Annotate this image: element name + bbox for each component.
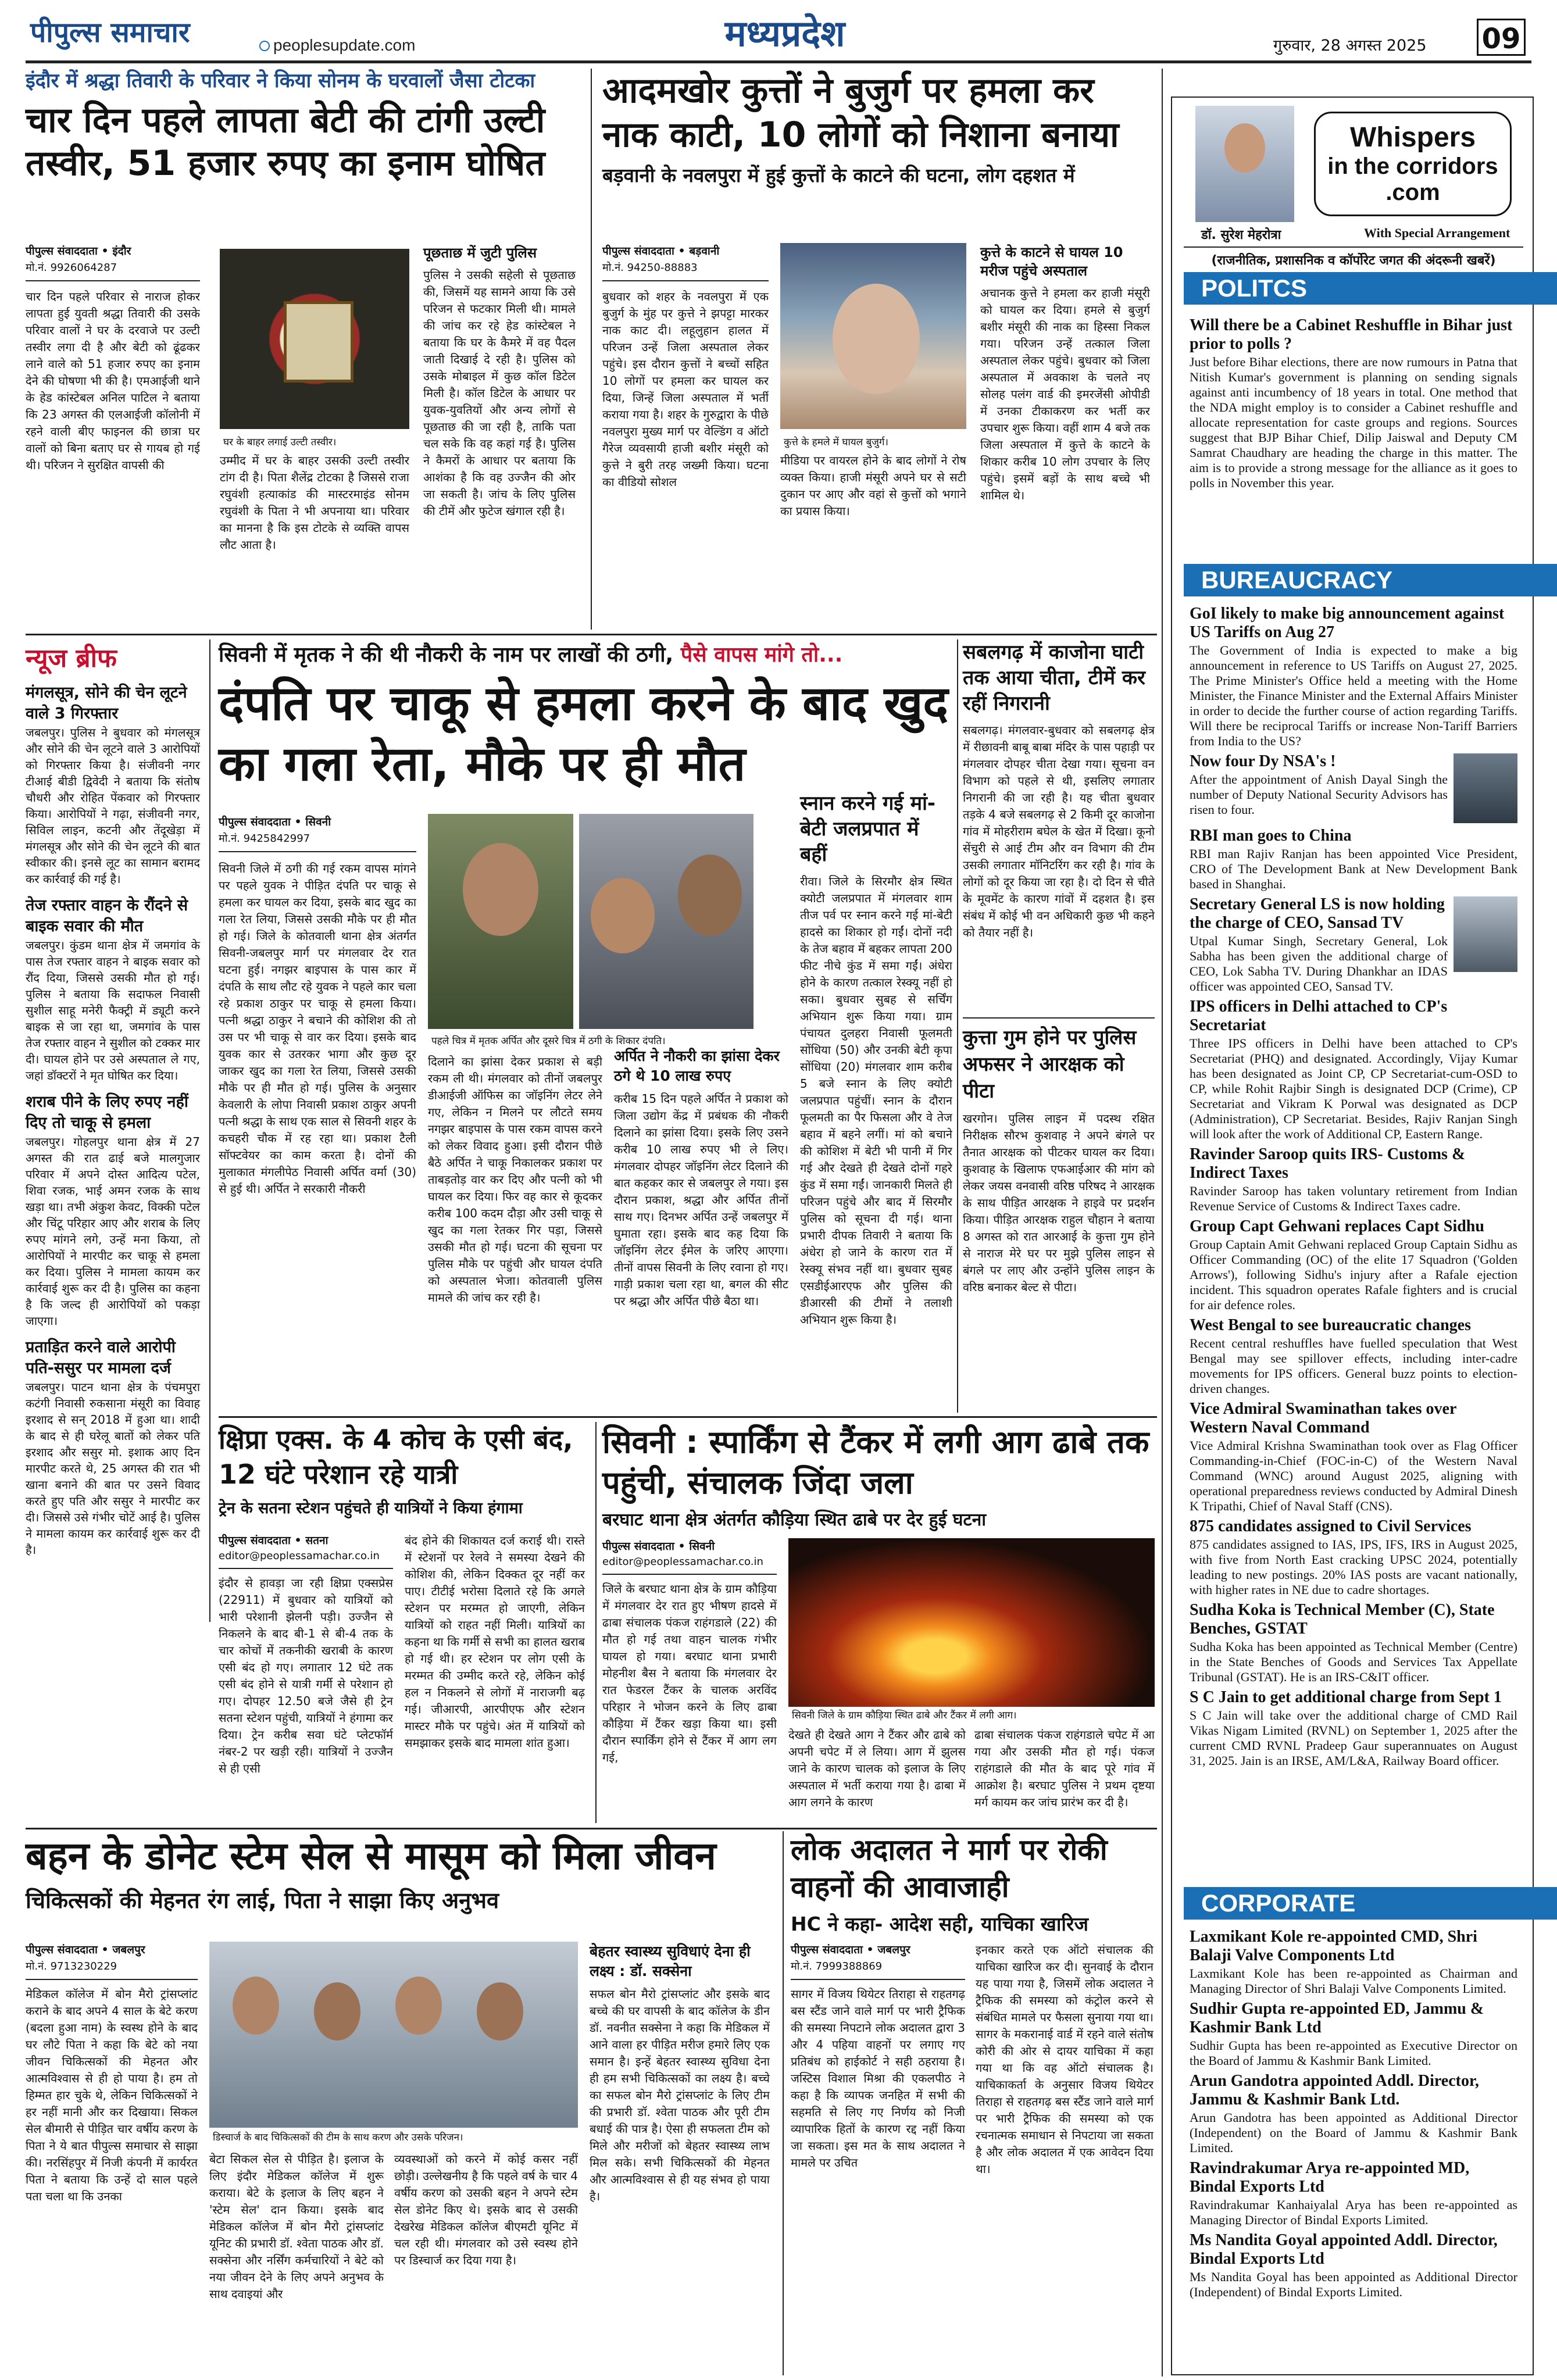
bureaucracy-heading: BUREAUCRACY xyxy=(1184,564,1557,596)
person-icon xyxy=(678,855,742,936)
website-link[interactable]: peoplesupdate.com xyxy=(273,36,416,54)
deck: बरघाट थाना क्षेत्र अंतर्गत कौड़िया स्थित ढाबे पर देर हुई घटना xyxy=(602,1510,987,1530)
headline: कुत्ता गुम होने पर पुलिस अफसर ने आरक्षक को पीटा xyxy=(963,1026,1137,1103)
whispers-logo: Whispers in the corridors .com xyxy=(1314,112,1512,216)
person-photo xyxy=(1454,753,1517,823)
email[interactable]: editor@peoplessamachar.co.in xyxy=(219,1550,380,1562)
politics-heading: POLITCS xyxy=(1184,272,1557,305)
lokadalat-story xyxy=(791,1831,1156,2375)
story-col2: मीडिया पर वायरल होने के बाद लोगों ने रोष व्यक्त किया। हाजी मंसूरी अपने घर से सटी दुकान पर आए और वहां से कुत्तों को भगाने का प्रयास किया। xyxy=(780,453,966,518)
story-col4: सफल बोन मैरो ट्रांसप्लांट और इसके बाद बच्चे की घर वापसी के बाद कॉलेज के डीन डॉ. नवनीत सक्सेना ने कहा कि मेडिकल में आने वाला हर पीड़ित मरीज हमारे लिए एक समान है। इन्हें बेहतर स्वास्थ्य सुविधा देना ही हम सभी चिकित्सकों का लक्ष्य है। बच्चे का सफल बोन मैरो ट्रांसप्लांट के लिए टीम की प्रभारी डॉ. श्वेता पाठक और पूरी टीम बधाई की पात्र है। ऐसा ही सफलता टीम को मिले और मरीजों को बेहतर स्वास्थ्य लाभ मिल सके। सभी चिकित्सकों की मेहनत और आत्मविश्वास से ही यह संभव हो पाया है। xyxy=(590,1987,770,2203)
story-col3: व्यवस्थाओं को करने में कोई कसर नहीं छोड़ी। उल्लेखनीय है कि पहले वर्ष के चार 4 वर्षीय करण को उसकी बहन ने अपने स्टेम सेल डोनेट किए थे। इसके बाद से उसकी देखरेख मेडिकल कॉलेज बीएमटी यूनिट में चल रही थी। मंगलवार को उसे स्वस्थ होने पर डिस्चार्ज कर दिया गया है। xyxy=(394,2152,578,2267)
mobile: मो.नं. 94250-88883 xyxy=(602,262,698,274)
section-title: मध्यप्रदेश xyxy=(724,12,845,55)
headline: लोक अदालत ने मार्ग पर रोकी वाहनों की आवाजाही xyxy=(791,1833,1108,1904)
reewa-body: रीवा। जिले के सिरमौर क्षेत्र स्थित क्योटी जलप्रपात में मंगलवार शाम तीज पर्व पर स्नान करने गई मां-बेटी हादसे का शिकार हो गईं। दोनों नदी के तेज बहाव में बहकर लापता 200 फीट नीचे कुंड में समा गईं। अंधेरा होने के कारण तत्काल रेस्क्यू नहीं हो सका। बुधवार सुबह से सर्चिंग अभियान शुरू किया गया। ग्राम पंचायत दुलहरा निवासी फूलमती सोंधिया (50) और उनकी बेटी कृपा सोंधिया (20) मंगलवार शाम करीब 5 बजे स्नान के लिए क्योटी जलप्रपात पहुंचीं। स्नान के दौरान फूलमती का पैर फिसला और वे तेज बहाव में बहने लगीं। मां को बचाने की कोशिश में बेटी भी पानी में गिर गई और देखते ही देखते दोनों गहरे कुंड में समा गईं। जानकारी मिलते ही परिजन पहुंचे और बाद में सिरमौर पुलिस को सूचना दी गई। थाना प्रभारी दीपक तिवारी ने बताया कि अंधेरा हो जाने के कारण रात में रेस्क्यू संभव नहीं था। बुधवार सुबह एसडीईआरएफ और पुलिस की डीआरसी की टीमों ने तलाशी अभियान शुरू किया है। xyxy=(800,874,952,1327)
face-icon xyxy=(833,284,920,394)
author-photo xyxy=(1195,106,1294,222)
photo-injured-man xyxy=(780,243,966,429)
masthead xyxy=(0,0,1557,70)
author-name: डॉ. सुरेश मेहरोत्रा xyxy=(1201,228,1281,242)
story-col3: ढाबा संचालक पंकज राहंगडाले चपेट में आ गया और उसकी मौत हो गई। पंकज राहंगडाले की मौत के बाद पूरे गांव में आक्रोश है। बरघाट पुलिस ने प्रथम दृष्टया मर्ग कायम कर जांच प्रारंभ कर दी है। xyxy=(974,1728,1155,1809)
photo-couple xyxy=(579,814,753,1029)
politics-list: Will there be a Cabinet Reshuffle in Bihar just prior to polls ? Just before Bihar elections, there are now rumours in Patna that Nitish Kumar's government is planning on sending signals against anti incumbency of 18 years in total. One method that the NDA might employ is to consider a Cabinet reshuffle and allocate representation for caste groups and regions. Sources suggest that BJP Bihar Chief, Dilip Jaiswal and Deputy CM Samrat Chaudhary are heading the charge in this matter. The aim is to provide a strong message for the alliance as it goes to polls in November this year. xyxy=(1190,316,1517,490)
subhead: अर्पित ने नौकरी का झांसा देकर ठगे थे 10 लाख रुपए xyxy=(614,1048,780,1084)
mobile: मो.नं. 9425842997 xyxy=(219,832,310,845)
corporate-list: Laxmikant Kole re-appointed CMD, Shri Balaji Valve Components Ltd Laxmikant Kole has been re-appointed as Chairman and Managing Director of Shri Balaji Valve Components Limited. Sudhir Gupta re-appointed ED, Jammu & Kashmir Bank Ltd Sudhir Gupta has been re-appointed as Executive Director on the Board of Jammu & Kashmir Bank Limited. Arun Gandotra appointed Addl. Director, Jammu & Kashmir Bank Ltd. Arun Gandotra has been appointed as Additional Director (Independent) on the Board of Jammu & Kashmir Bank Limited. Ravindrakumar Arya re-appointed MD, Bindal Exports Ltd Ravindrakumar Kanhaiyalal Arya has been re-appointed as Managing Director of Bindal Exports Limited. Ms Nandita Goyal appointed Addl. Director, Bindal Exports Ltd Ms Nandita Goyal has been appointed as Additional Director (Independent) of Bindal Exports Limited. xyxy=(1190,1928,1517,2299)
byline: पीपुल्स संवाददाता • जबलपुर xyxy=(791,1943,910,1956)
photo-doctors-team xyxy=(209,1942,578,2128)
mobile: मो.नं. 7999388869 xyxy=(791,1960,883,1972)
indore-story xyxy=(26,69,578,630)
story-col1: सिवनी जिले में ठगी की गई रकम वापस मांगने पर पहले युवक ने पीड़ित दंपति पर चाकू से हमला कर घायल कर दिया, इसके बाद खुद का गला रेत लिया, जिससे उसकी मौके पर ही मौत हो गई। जिले के कोतवाली थाना क्षेत्र अंतर्गत सिवनी-जबलपुर मार्ग पर मंगलवार देर रात घटना हुई। नगझर बाइपास के पास कार में दंपति के साथ लौट रहे युवक ने पहले कार चला रहे प्रकाश ठाकुर पर चाकू से हमला किया। पत्नी श्रद्धा ठाकुर ने बचाने की कोशिश की तो उस पर भी चाकू से वार कर दिया। इसके बाद युवक कार से उतरकर भागा और कुछ दूर जाकर खुद का गला रेत लिया, जिससे उसकी मौके पर ही मौत हो गई। पुलिस के अनुसार केवलारी के लोपा निवासी प्रकाश ठाकुर अपनी पत्नी श्रद्धा के साथ एक साल से सिवनी शहर के कचहरी चौक में रह रहा था। प्रकाश टैली सॉफ्टवेयर का काम करता है। दोनों की मुलाकात मंगलीपेठ निवासी अर्पित वर्मा (30) से हुई थी। अर्पित ने सरकारी नौकरी xyxy=(219,862,416,1196)
picture-frame-icon xyxy=(284,301,353,383)
story-body: बुधवार को शहर के नवलपुरा में एक बुजुर्ग के मुंह पर कुत्ते ने झपट्टा मारकर नाक काट दी। लहूलुहान हालत में परिजन उन्हें जिला अस्पताल लेकर पहुंचे। इस दौरान कुत्तों ने बच्चों सहित 10 लोगों पर हमला कर घायल कर दिया, जिन्हें जिला अस्पताल में भर्ती कराया गया है। शहर के गुरुद्वारा के पीछे नवलपुरा मुख्य मार्ग पर वेल्डिंग व ऑटो गैरेज व्यवसायी हाजी बशीर मंसूरी को कुत्ते ने बुरी तरह जख्मी किया। घटना का वीडियो सोशल xyxy=(602,290,769,489)
photo-upside-down xyxy=(220,249,409,429)
photo-accused xyxy=(428,814,573,1029)
byline: पीपुल्स संवाददाता • बड़वानी xyxy=(602,245,720,258)
bureaucracy-list: GoI likely to make big announcement against US Tariffs on Aug 27 The Government of India is expected to make a big announcement in reference to US Tariffs on August 27, 2025. The Prime Minister's Office held a meeting with the Home Minister, the Finance Minister and the External Affairs Minister in order to decide the further course of action regarding Tariffs. Will there be reciprocal Tariffs or increase Non-Tariff Barriers from India to the US? Now four Dy NSA's ! After the appointment of Anish Dayal Singh the number of Deputy National Security Advisors has risen to four. RBI man goes to China RBI man Rajiv Ranjan has been appointed Vice President, CRO of The Development Bank at New Development Bank based in Shanghai. Secretary General LS is now holding the charge of CEO, Sansad TV Utpal Kumar Singh, Secretary General, Lok Sabha has been given the additional charge of CEO, Lok Sabha TV. During Dhankhar an IDAS officer was appointed CEO, Sansad TV. IPS officers in Delhi attached to CP's Secretariat Three IPS officers in Delhi have been attached to CP's Secretariat (PHQ) and designated. Accordingly, Vijay Kumar has been designated as Joint CP, CP Secretariat-cum-OSD to CP, while Rohit Rajbir Singh is designated DCP (Crime), CP Secretariat and Vikram K Porwal was designated as DCP (Administration), CP Secretariat. Besides, Rajiv Ranjan Singh will look after the work of Additional CP, Eastern Range. Ravinder Saroop quits IRS- Customs & Indirect Taxes Ravinder Saroop has taken voluntary retirement from Indian Revenue Service of Customs & Indirect Taxes cadre. Group Capt Gehwani replaces Capt Sidhu Group Captain Amit Gehwani replaced Group Captain Sidhu as Officer Commanding (OC) of the elite 17 Squadron ('Golden Arrows'), following Sidhu's injury after a Rafale ejection incident. This squadron operates Rafale fighters and is crucial for air defence roles. West Bengal to see bureaucratic changes Recent central reshuffles have fuelled speculation that West Bengal may see spillover effects, including inter-cadre movements for IPS officers. General buzz points to election-driven changes. Vice Admiral Swaminathan takes over Western Naval Command Vice Admiral Krishna Swaminathan took over as Flag Officer Commanding-in-Chief (FOC-in-C) of the Western Naval Command (WNC) around August 2025, aligning with operational preparedness reviews conducted by Admiral Dinesh K Tripathi, Chief of Naval Staff (CNS). 875 candidates assigned to Civil Services 875 candidates assigned to IAS, IPS, IFS, IRS in August 2025, with five from North East cracking UPSC 2024, potentially leading to new postings. 20% IAS posts are vacant nationally, with higher rates in NE due to cadre shortages. Sudha Koka is Technical Member (C), State Benches, GSTAT Sudha Koka has been appointed as Technical Member (Centre) in the State Benches of Goods and Services Tax Appellate Tribunal (GSTAT). He is an IRS-C&IT officer. S C Jain to get additional charge from Sept 1 S C Jain will take over the additional charge of CMD Rail Vikas Nigam Limited (RVNL) on September 1, 2025 after the current CMD RVNL Pradeep Gaur superannuates on August 31, 2025. Jain is an IRSE, AM/L&A, Railway Board officer. xyxy=(1190,605,1517,1768)
train-story xyxy=(219,1422,591,1823)
kicker: इंदौर में श्रद्धा तिवारी के परिवार ने किया सोनम के घरवालों जैसा टोटका xyxy=(26,69,535,92)
news-brief: न्यूज ब्रीफ मंगलसूत्र, सोने की चेन लूटने वाले 3 गिरफ्तार जबलपुर। पुलिस ने बुधवार को मंगलसूत्र और सोने की चेन लूटने वाले 3 आरोपियों को गिरफ्तार किया है। संजीवनी नगर टीआई बीडी द्विवेदी ने बताया कि संतोष चौधरी और रोहित पेंकवार को गिरफ्तार किया। आरोपियों ने गढ़ा, संजीवनी नगर, सिविल लाइन, कटनी और तेंदूखेड़ा में मंगलसूत्र और सोने की चेन लूटने की बात स्वीकार की। इनसे लूट का सामान बरामद कर कार्रवाई की गई है। तेज रफ्तार वाहन के रौंदने से बाइक सवार की मौत जबलपुर। कुंडम थाना क्षेत्र में जमगांव के पास तेज रफ्तार वाहन ने बाइक सवार को रौंद दिया, जिससे उसकी मौत हो गई। पुलिस ने बताया कि सदाफल निवासी सुशील साहू मनेरी फैक्ट्री में ड्यूटी करने बाइक से जा रहा था, जमगांव के पास तेज रफ्तार वाहन ने सुशील को टक्कर मार दी। घायल होने पर उसे अस्पताल ले गए, जहां डॉक्टरों ने मृत घोषित कर दिया। शराब पीने के लिए रुपए नहीं दिए तो चाकू से हमला जबलपुर। गोहलपुर थाना क्षेत्र में 27 अगस्त की रात ढाई बजे मालगुजार परिवार में अपने दोस्त आदित्य पटेल, शिवा रजक, भाई अमन रजक के साथ खड़ा था। तभी अंकुश केवट, विक्की पटेल और चिंटू परिहार आए और शराब के लिए रुपए मांगने लगे, उन्हें मना किया, तो आरोपियों ने मारपीट कर चाकू से हमला कर दिया। पुलिस ने मामला कायम कर कार्रवाई शुरू कर दी है। पुलिस का कहना है कि जल्द ही आरोपियों को पकड़ा जाएगा। प्रताड़ित करने वाले आरोपी पति-ससुर पर मामला दर्ज जबलपुर। पाटन थाना क्षेत्र के पंचमपुरा कटंगी निवासी रुकसाना मंसूरी का विवाह इरशाद से सन् 2018 में हुआ था। शादी के बाद से ही घरेलू बातों को लेकर पति इरशाद और ससुर मो. इशाक आए दिन मारपीट करते थे, 25 अगस्त की रात भी खाना बनाने की बात पर उसने विवाद करते हुए पति और ससुर ने मारपीट कर दी। जिससे उसे गंभीर चोटें आई है। पुलिस ने मामला कायम कर कार्रवाई शुरू कर दी है। xyxy=(26,639,200,1622)
subhead: पूछताछ में जुटी पुलिस xyxy=(423,245,537,261)
story-col3: पुलिस ने उसकी सहेली से पूछताछ की, जिसमें यह सामने आया कि उसे परिजन से फटकार मिली थी। मामले की जांच कर रहे हेड कांस्टेबल ने बताया कि घर के कैमरे में वह पैदल जाती दिखाई दे रही है। पुलिस को उसके मोबाइल में कुछ कॉल डिटेल मिली है। कॉल डिटेल के आधार पर युवक-युवतियों और अन्य लोगों से पूछताछ की जा रही है, ताकि पता चल सके कि वह कहां गई है। पुलिस ने कैमरों के आधार पर बताया कि आशंका है कि वह उज्जैन की ओर जा सकती है। जांच के लिए पुलिस की टीमें और फुटेज खंगाल रही है। xyxy=(423,268,576,518)
fire-story xyxy=(602,1422,1155,1823)
email[interactable]: editor@peoplessamachar.co.in xyxy=(602,1556,763,1568)
story-col3: अचानक कुत्ते ने हमला कर हाजी मंसूरी को घायल कर दिया। हमले से बुजुर्ग बशीर मंसूरी की नाक का हिस्सा निकल गया। परिजन उन्हें तत्काल जिला अस्पताल लेकर पहुंचे। बुधवार को जिला अस्पताल में अवकाश के चलते नए सोलह पलंग वार्ड की इमरजेंसी ओपीडी में उनका टीकाकरण कर भर्ती कर उपचार शुरू किया। वहीं शाम 4 बजे तक जिला अस्पताल में कुत्ते के काटने के शिकार करीब 10 लोग उपचार के लिए पहुंचे। इसमें बड़ों के साथ बच्चे भी शामिल थे। xyxy=(980,286,1150,502)
reewa-headline: स्नान करने गई मां-बेटी जलप्रपात में बहीं xyxy=(800,792,936,866)
page-date: गुरुवार, 28 अगस्त 2025 xyxy=(1273,37,1427,55)
kicker: सिवनी में मृतक ने की थी नौकरी के नाम पर लाखों की ठगी, पैसे वापस मांगे तो... xyxy=(219,643,843,667)
photo-caption: पहले चित्र में मृतक अर्पित और दूसरे चित्र में ठगी के शिकार दंपति। xyxy=(428,1032,669,1048)
globe-icon xyxy=(259,41,270,51)
photo-caption: सिवनी जिले के ग्राम कौड़िया स्थित ढाबे और टैंकर में लगी आग। xyxy=(788,1707,1020,1723)
story-body: चार दिन पहले परिवार से नाराज होकर लापता हुई युवती श्रद्धा तिवारी की उसके परिवार वालों ने घर के दरवाजे पर उल्टी तस्वीर लगा दी है और बेटी को ढूंढकर लाने वाले को 51 हजार रुपए का इनाम देने की घोषणा भी की है। एमआईजी थाने के हेड कांस्टेबल अनिल पाटिल ने बताया कि 23 अगस्त की एलआईजी कॉलोनी में रहने वाली बीए फाइनल की छात्रा घर वालों को बिना बताए घर से गायब हो गई थी। परिजन ने सुरक्षित वापसी की xyxy=(26,290,200,472)
brand-name: पीपुल्स समाचार xyxy=(30,16,190,49)
byline: पीपुल्स संवाददाता • इंदौर xyxy=(26,245,131,258)
headline: आदमखोर कुत्तों ने बुजुर्ग पर हमला कर नाक काटी, 10 लोगों को निशाना बनाया xyxy=(602,70,1119,155)
story-col2: देखते ही देखते आग ने टैंकर और ढाबे को अपनी चपेट में ले लिया। आग में झुलस जाने के कारण चालक को इलाज के लिए अस्पताल में भर्ती कराया गया है। ढाबा में आग लगने के कारण xyxy=(788,1728,966,1809)
deck: ट्रेन के सतना स्टेशन पहुंचते ही यात्रियों ने किया हंगामा xyxy=(219,1499,523,1517)
photo-caption: डिस्चार्ज के बाद चिकित्सकों की टीम के साथ करण और उसके परिजन। xyxy=(209,2129,466,2145)
brief-title: न्यूज ब्रीफ xyxy=(26,644,117,673)
person-icon xyxy=(395,1977,442,2035)
photo-caption: कुत्ते के हमले में घायल बुजुर्ग। xyxy=(780,434,892,449)
headline: बहन के डोनेट स्टेम सेल से मासूम को मिला जीवन xyxy=(26,1834,716,1878)
person-icon xyxy=(591,878,655,953)
photo-fire xyxy=(788,1538,1155,1707)
cheetah-story xyxy=(963,639,1155,1012)
brand-logo xyxy=(30,13,251,55)
deck: HC ने कहा- आदेश सही, याचिका खारिज xyxy=(791,1913,1088,1935)
headline: क्षिप्रा एक्स. के 4 कोच के एसी बंद, 12 घंटे परेशान रहे यात्री xyxy=(219,1424,573,1490)
person-icon xyxy=(463,843,538,936)
dog-lost-story xyxy=(963,1024,1155,1408)
story-col1: इंदौर से हावड़ा जा रही क्षिप्रा एक्सप्रेस (22911) में बुधवार को यात्रियों को भारी परेशानी झेलनी पड़ी। उज्जैन से निकलने के बाद बी-1 से बी-4 तक के चार कोचों में तकनीकी खराबी के कारण एसी बंद हो गए। लगातार 12 घंटे तक एसी बंद होने से यात्री गर्मी से परेशान हो गए। दोपहर 12.50 बजे जैसे ही ट्रेन सतना स्टेशन पहुंची, यात्रियों ने हंगामा कर दिया। ट्रेन करीब सवा घंटे प्लेटफॉर्म नंबर-2 पर खड़ी रही। यात्रियों ने उज्जैन से ही एसी xyxy=(219,1576,393,1775)
subhead: बेहतर स्वास्थ्य सुविधाएं देना ही लक्ष्य : डॉ. सक्सेना xyxy=(590,1943,751,1979)
story-col2: दिलाने का झांसा देकर प्रकाश से बड़ी रकम ली थी। मंगलवार को तीनों जबलपुर डीआईजी ऑफिस का जॉइनिंग लेटर लेने गए, लेकिन न मिलने पर लौटते समय नगझर बाइपास के पास रकम वापस करने को लेकर विवाद हुआ। इसी दौरान पीछे बैठे अर्पित ने चाकू निकालकर प्रकाश पर ताबड़तोड़ वार कर दिए और पत्नी को भी घायल कर दिया। फिर वह कार से कूदकर करीब 100 कदम दौड़ा और उसी चाकू से खुद का गला रेतकर गिर पड़ा, जिससे उसकी मौत हो गई। घटना की सूचना पर पुलिस मौके पर पहुंची और घायल दंपति को अस्पताल भेजा। कोतवाली पुलिस मामले की जांच कर रही है। xyxy=(428,1055,602,1305)
story-col1: जिले के बरघाट थाना क्षेत्र के ग्राम कौड़िया में मंगलवार देर रात हुए भीषण हादसे में ढाबा संचालक पंकज राहंगडाले (22) की मौत हो गई तथा वाहन चालक गंभीर घायल हो गया। बरघाट थाना प्रभारी मोहनीश बैस ने बताया कि मंगलवार देर रात फेडरल टैंकर के चालक अरविंद परिहार ने भोजन करने के लिए ढाबा कौड़िया में टैंकर खड़ा किया था। इसी दौरान स्पार्किंग होने से टैंकर में आग लग गई, xyxy=(602,1582,777,1764)
story-col3: करीब 15 दिन पहले अर्पित ने प्रकाश को जिला उद्योग केंद्र में प्रबंधक की नौकरी दिलाने का झांसा दिया। इसके लिए उसने करीब 10 लाख रुपए भी ले लिए। मंगलवार दोपहर जॉइनिंग लेटर दिलाने की बात कहकर कार से जबलपुर ले गया। इस दौरान प्रकाश, श्रद्धा और अर्पित तीनों साथ गए। दिनभर अर्पित उन्हें जबलपुर में घुमाता रहा। इसके बाद कह दिया कि जॉइनिंग लेटर ईमेल के जरिए आएगा। तीनों वापस सिवनी के लिए रवाना हो गए। गाड़ी प्रकाश चला रहा था, बगल की सीट पर श्रद्धा और अर्पित पीछे बैठा था। xyxy=(614,1092,788,1308)
whispers-column xyxy=(1171,97,1534,2375)
photo-caption: घर के बाहर लगाई उल्टी तस्वीर। xyxy=(220,434,340,449)
headline: चार दिन पहले लापता बेटी की टांगी उल्टी तस्वीर, 51 हजार रुपए का इनाम घोषित xyxy=(26,100,545,184)
headline: सबलगढ़ में काजोना घाटी तक आया चीता, टीमें कर रहीं निगरानी xyxy=(963,641,1145,715)
byline: पीपुल्स संवाददाता • सतना xyxy=(219,1534,328,1547)
story-col1: मेडिकल कॉलेज में बोन मैरो ट्रांसप्लांट कराने के बाद अपने 4 साल के बेटे करण (बदला हुआ नाम) के स्वस्थ होने के बाद घर लौटे पिता ने कहा कि बेटे को नया जीवन चिकित्सकों की मेहनत और आत्मविश्वास से ही हो पाया है। हम तो हिम्मत हार चुके थे, लेकिन चिकित्सकों ने हर नहीं मानी और कर दिखाया। सिकल सेल बीमारी से पीड़ित चार वर्षीय करण के पिता ने ये बात पीपुल्स समाचार से साझा की। नरसिंहपुर में निजी कंपनी में कार्यरत पिता ने बताया कि उन्हें दो साल पहले पता चला था कि उनका xyxy=(26,1987,198,2203)
stemcell-story xyxy=(26,1831,776,2375)
special-arrangement: With Special Arrangement xyxy=(1364,226,1510,240)
byline: पीपुल्स संवाददाता • सिवनी xyxy=(219,816,331,828)
byline: पीपुल्स संवाददाता • जबलपुर xyxy=(26,1943,145,1956)
person-photo xyxy=(1454,896,1517,972)
person-icon xyxy=(1224,123,1265,173)
person-icon xyxy=(314,1982,360,2040)
story-col2: उम्मीद में घर के बाहर उसकी उल्टी तस्वीर टांग दी है। पिता शैलेंद्र टोटका है जिससे राजा रघुवंशी हत्याकांड की मास्टरमाइंड सोनम रघुवंशी के पिता ने भी अपनाया था। परिवार का मानना है कि इस टोटके से व्यक्ति वापस लौट आता है। xyxy=(220,453,409,552)
story-col1: सागर में विजय थियेटर तिराहा से राहतगढ़ बस स्टैंड जाने वाले मार्ग पर भारी ट्रैफिक की समस्या निपटाने लोक अदालत द्वारा 3 और 4 पहिया वाहनों पर लगाए गए प्रतिबंध को हाईकोर्ट ने सही ठहराया है। जस्टिस विशाल मिश्रा की एकलपीठ ने कहा है कि व्यापक जनहित में सभी की सहमति से लिए गए निर्णय को निजी व्यापारिक हितों के कारण रद्द नहीं किया जा सकता। इस मत के साथ अदालत ने मामले पर उचित xyxy=(791,1987,965,2170)
story-body: सबलगढ़। मंगलवार-बुधवार को सबलगढ़ क्षेत्र में रीछावनी बाबू बाबा मंदिर के पास पहाड़ी पर मंगलवार दोपहर चीता देखा गया। सूचना वन विभाग को पहले से थी, इसलिए लगातार निगरानी की जा रही है। यह चीता बुधवार तड़के 4 बजे सबलगढ़ से 2 किमी दूर काजोना गांव में मोहरीराम बघेल के खेत में दिखा। कूनो सेंचुरी से आई टीम और वन विभाग की टीम उसकी लगातार मॉनिटरिंग कर रही है। गांव के लोगों को दूर किया जा रहा है। दो दिन से चीते के मूवमेंट के कारण गांवों में दहशत है। इस संबंध में कोई भी वन अधिकारी कुछ भी कहने को तैयार नहीं है। xyxy=(963,723,1155,939)
tagline: (राजनीतिक, प्रशासनिक व कॉर्पोरेट जगत की अंदरूनी खबरें) xyxy=(1184,246,1523,269)
byline: पीपुल्स संवाददाता • सिवनी xyxy=(602,1540,715,1553)
subhead: कुत्ते के काटने से घायल 10 मरीज पहुंचे अस्पताल xyxy=(980,244,1123,279)
person-icon xyxy=(233,1977,279,2035)
story-col2: इनकार करते एक ऑटो संचालक की याचिका खारिज कर दी। सुनवाई के दौरान यह पाया गया है, जिसमें लोक अदालत ने ट्रैफिक की समस्या को कंट्रोल करने से संबंधित मामले पर फैसला सुनाया गया था। सागर के मकरानाई वार्ड में रहने वाले संतोष कोरी की ओर से दायर याचिका में कहा गया था कि वह ऑटो संचालक है। याचिकाकर्ता के अनुसार विजय थियेटर तिराहा से राहतगढ़ बस स्टैंड जाने वाले मार्ग पर भारी ट्रैफिक की समस्या को एक रचनात्मक समाधान से निपटाया जा सकता है और लोक अदालत में एक आवेदन दिया था। xyxy=(976,1943,1154,2176)
seoni-story xyxy=(219,639,952,1413)
deck: चिकित्सकों की मेहनत रंग लाई, पिता ने साझा किए अनुभव xyxy=(26,1888,499,1913)
dogs-story xyxy=(602,69,1151,630)
page-number: 09 xyxy=(1477,19,1526,56)
story-body: खरगोन। पुलिस लाइन में पदस्थ रक्षित निरीक्षक सौरभ कुशवाह ने अपने बंगले पर तैनात आरक्षक को पीटकर घायल कर दिया। कुशवाह के खिलाफ एफआईआर की मांग को लेकर जयस वनवासी वरिष्ठ परिषद ने आरक्षक के साथ पीड़ित आरक्षक ने हाइवे पर प्रदर्शन किया। पीड़ित आरक्षक राहुल चौहान ने बताया 8 अगस्त को रात आरआई के कुत्ता गुम होने से नाराज मेरे घर पर मुझे पुलिस लाइन से बंगले पर लाए और उन्होंने पुलिस लाइन के वरिष्ठ बनाकर बेल्ट से पीटा। xyxy=(963,1112,1155,1294)
mobile: मो.नं. 9926064287 xyxy=(26,262,117,274)
story-col2: बेटा सिकल सेल से पीड़ित है। इलाज के लिए इंदौर मेडिकल कॉलेज में शुरू कराया। बेटे के इलाज के लिए बहन ने 'स्टेम सेल' दान किया। इसके बाद मेडिकल कॉलेज में बोन मैरो ट्रांसप्लांट यूनिट की प्रभारी डॉ. श्वेता पाठक और डॉ. सक्सेना और नर्सिंग कर्मचारियों ने बेटे को नया जीवन देने के लिए अपने अनुभव के साथ दवाइयां और xyxy=(209,2152,384,2301)
story-col2: बंद होने की शिकायत दर्ज कराई थी। रास्ते में स्टेशनों पर रेलवे ने समस्या देखने की कोशिश की, लेकिन दिक्कत दूर नहीं कर पाए। टीटीई भरोसा दिलाते रहे कि अगले स्टेशन पर मरम्मत हो जाएगी, लेकिन यात्रियों को राहत नहीं मिली। यात्रियों का कहना था कि गर्मी से सभी का हालत खराब हो गई थी। हर स्टेशन पर लोग एसी के मरम्मत की उम्मीद करते रहे, लेकिन कोई हल न निकलने से लोगों में नाराजगी बढ़ गई। जीआरपी, आरपीएफ और स्टेशन मास्टर मौके पर पहुंचे। अंत में यात्रियों को समझाकर इसके बाद मामला शांत हुआ। xyxy=(405,1534,585,1750)
corporate-heading: CORPORATE xyxy=(1184,1887,1557,1920)
headline: सिवनी : स्पार्किंग से टैंकर में लगी आग ढाबे तक पहुंची, संचालक जिंदा जला xyxy=(602,1424,1149,1501)
headline: दंपति पर चाकू से हमला करने के बाद खुद का गला रेता, मौके पर ही मौत xyxy=(219,676,948,792)
deck: बड़वानी के नवलपुरा में हुई कुत्तों के काटने की घटना, लोग दहशत में xyxy=(602,164,1075,187)
mobile: मो.नं. 9713230229 xyxy=(26,1960,117,1972)
person-icon xyxy=(477,1982,523,2040)
